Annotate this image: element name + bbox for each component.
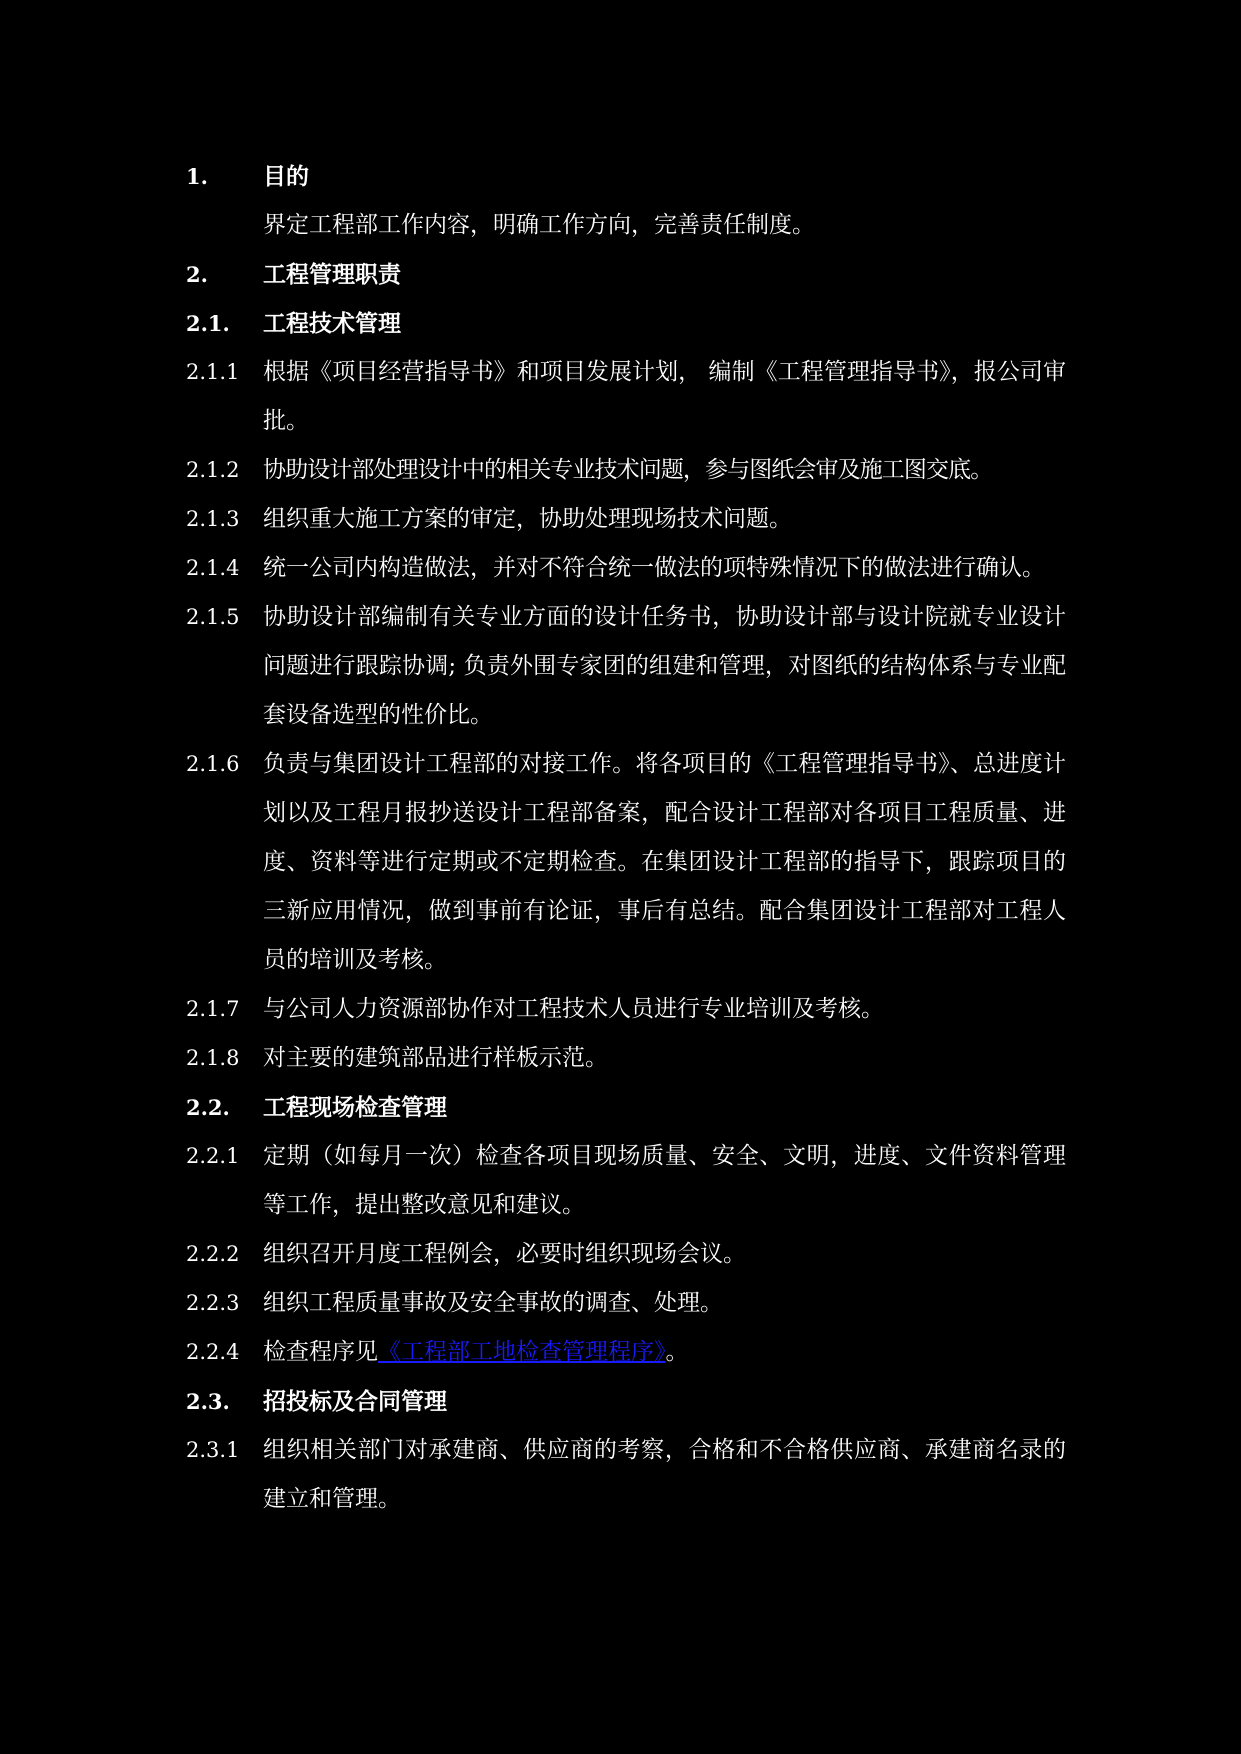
list-item bbox=[186, 544, 1066, 593]
item-text bbox=[263, 1328, 1066, 1377]
list-item bbox=[186, 446, 1066, 495]
item-number: 2.3.1 bbox=[186, 1438, 240, 1462]
item-text: 根据《项目经营指导书》和项目发展计划， 编制《工程管理指导书》，报公司审批。 bbox=[263, 359, 1066, 434]
section-title: 工程管理职责 bbox=[263, 261, 401, 288]
list-item bbox=[186, 495, 1066, 544]
item-text-after: 。 bbox=[665, 1339, 689, 1365]
item-text: 对主要的建筑部品进行样板示范。 bbox=[263, 1045, 608, 1071]
item-number: 2.2.1 bbox=[186, 1144, 240, 1168]
procedure-link[interactable]: 《工程部工地检查管理程序》 bbox=[378, 1339, 666, 1365]
item-text: 定期（如每月一次）检查各项目现场质量、安全、文明，进度、文件资料管理等工作，提出整改意见和建议。 bbox=[263, 1143, 1066, 1218]
document-body bbox=[186, 152, 1066, 1524]
list-item bbox=[186, 348, 1066, 446]
item-number: 2.2.3 bbox=[186, 1291, 240, 1315]
item-number: 2.1.5 bbox=[186, 605, 240, 629]
list-item bbox=[186, 985, 1066, 1034]
subsection-title: 招投标及合同管理 bbox=[263, 1388, 447, 1415]
section-heading bbox=[186, 250, 1066, 299]
list-item bbox=[186, 1279, 1066, 1328]
list-item bbox=[186, 1426, 1066, 1524]
item-number: 2.1.8 bbox=[186, 1046, 240, 1070]
list-item bbox=[186, 1230, 1066, 1279]
subsection-number: 2.2. bbox=[186, 1095, 230, 1120]
subsection-heading bbox=[186, 299, 1066, 348]
item-number: 2.1.1 bbox=[186, 360, 240, 384]
section-number: 1. bbox=[186, 164, 208, 189]
item-text: 组织工程质量事故及安全事故的调查、处理。 bbox=[263, 1290, 723, 1316]
item-number: 2.2.4 bbox=[186, 1340, 240, 1364]
item-text: 协助设计部处理设计中的相关专业技术问题，参与图纸会审及施工图交底。 bbox=[263, 457, 993, 483]
section-heading bbox=[186, 152, 1066, 201]
item-text: 协助设计部编制有关专业方面的设计任务书，协助设计部与设计院就专业设计问题进行跟踪协调; 负责外围专家团的组建和管理，对图纸的结构体系与专业配套设备选型的性价比。 bbox=[263, 604, 1066, 728]
list-item bbox=[186, 1328, 1066, 1377]
section-number: 2. bbox=[186, 262, 208, 287]
item-text: 组织召开月度工程例会，必要时组织现场会议。 bbox=[263, 1241, 746, 1267]
subsection-title: 工程现场检查管理 bbox=[263, 1094, 447, 1121]
item-text: 组织相关部门对承建商、供应商的考察，合格和不合格供应商、承建商名录的建立和管理。 bbox=[263, 1437, 1066, 1512]
subsection-number: 2.3. bbox=[186, 1389, 230, 1414]
paragraph-text: 界定工程部工作内容，明确工作方向，完善责任制度。 bbox=[263, 212, 815, 238]
item-number: 2.1.4 bbox=[186, 556, 240, 580]
list-item bbox=[186, 1132, 1066, 1230]
subsection-heading bbox=[186, 1083, 1066, 1132]
item-number: 2.1.6 bbox=[186, 752, 240, 776]
subsection-number: 2.1. bbox=[186, 311, 230, 336]
item-text: 负责与集团设计工程部的对接工作。将各项目的《工程管理指导书》、总进度计划以及工程月报抄送设计工程部备案，配合设计工程部对各项目工程质量、进度、资料等进行定期或不定期检查。在集团设计工程部的指导下，跟踪项目的三新应用情况，做到事前有论证，事后有总结。配合集团设计工程部对工程人员的培训及考核。 bbox=[263, 751, 1066, 973]
item-number: 2.1.7 bbox=[186, 997, 240, 1021]
section-title: 目的 bbox=[263, 163, 309, 190]
subsection-heading bbox=[186, 1377, 1066, 1426]
subsection-title: 工程技术管理 bbox=[263, 310, 401, 337]
item-text: 组织重大施工方案的审定，协助处理现场技术问题。 bbox=[263, 506, 792, 532]
item-text: 与公司人力资源部协作对工程技术人员进行专业培训及考核。 bbox=[263, 996, 884, 1022]
list-item bbox=[186, 740, 1066, 985]
list-item bbox=[186, 1034, 1066, 1083]
body-paragraph bbox=[186, 201, 1066, 250]
item-text-before: 检查程序见 bbox=[263, 1339, 378, 1365]
item-number: 2.1.2 bbox=[186, 458, 240, 482]
item-text: 统一公司内构造做法，并对不符合统一做法的项特殊情况下的做法进行确认。 bbox=[263, 555, 1045, 581]
list-item bbox=[186, 593, 1066, 740]
item-number: 2.2.2 bbox=[186, 1242, 240, 1266]
item-number: 2.1.3 bbox=[186, 507, 240, 531]
